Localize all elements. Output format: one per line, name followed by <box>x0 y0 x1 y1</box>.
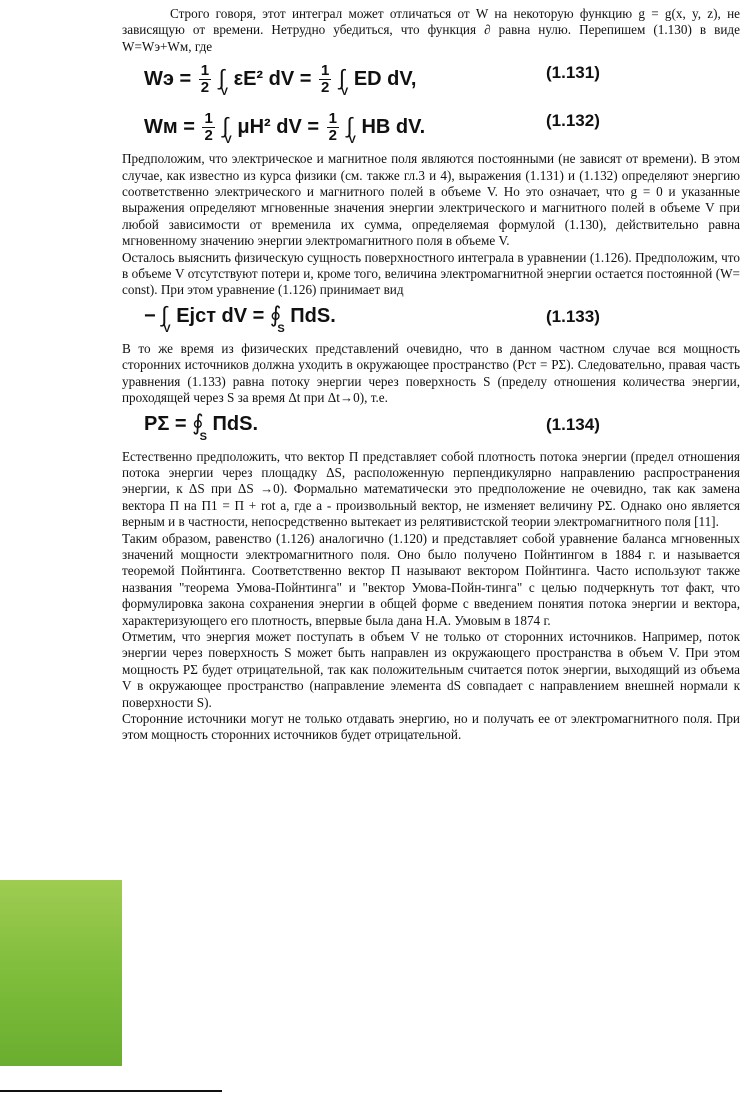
eq132-body-2: HB dV. <box>361 116 426 138</box>
eq131-fraction-2: $\frac{1}{2}$ <box>320 62 330 97</box>
eq132-body-1: μH² dV = <box>237 116 320 138</box>
paragraph-1: Строго говоря, этот интеграл может отличаться от W на некоторую функцию g = g(x, y, z), не зависящую от времени. Нетрудно убедиться, что функция ∂ равна нулю. Перепишем (1.130) в виде W=Wэ+Wм, где <box>122 6 740 54</box>
equation-1-134 <box>122 407 740 449</box>
paragraph-4: В то же время из физических представлений очевидно, что в данном частном случае вся мощность сторонних источников должна уходить в окружающее пространство (Pст = PΣ). Следовательно, правая часть уравнения (1.133) равна потоку энергии через поверхность S (пределу отношения количества энергии, проходящей через S за время Δt при Δt→0), т.е. <box>122 340 740 406</box>
footnote-rule <box>0 1090 222 1092</box>
green-decoration-block <box>0 880 122 1066</box>
eq132-left: Wм = <box>144 116 195 138</box>
eq131-body-1: εE² dV = <box>233 68 312 90</box>
eq131-body-2: ED dV, <box>353 68 417 90</box>
equation-1-131 <box>122 55 740 103</box>
text-column <box>122 6 740 744</box>
equation-1-133-formula: − $\int_V$ Ejст dV = $∮_S$ ПdS. <box>144 301 336 335</box>
equation-1-131-formula: Wэ = $\frac{1}{2}$ $\int_V$ εE² dV = $\frac{1}{2}$ $\int_V$ ED dV, <box>144 62 417 98</box>
eq131-fraction-1: $\frac{1}{2}$ <box>200 62 210 97</box>
eq131-left: Wэ = <box>144 68 192 90</box>
eq133-body-2: ПdS. <box>290 304 336 327</box>
equation-number-1-134: (1.134) <box>546 414 600 434</box>
eq134-left: PΣ = <box>144 412 187 435</box>
paragraph-2: Предположим, что электрическое и магнитное поля являются постоянными (не зависят от времени). В этом случае, как известно из курса физики (см. также гл.3 и 4), выражения (1.131) и (1.132) определяют энергию соответственно электрического и магнитного полей в объеме V. Но это означает, что g = 0 и указанные выражения определяют мгновенные значения энергии электрического и магнитного полей в объеме V при любой зависимости от временила их сумма, определяемая формулой (1.130), действительно равна мгновенному значению энергии электромагнитного поля в объеме V. <box>122 151 740 249</box>
equation-1-134-formula: $P\Sigma = ∮_S$ ПdS. <box>144 409 259 443</box>
equation-number-1-133: (1.133) <box>546 306 600 326</box>
closed-integral-sign: ∮ <box>192 409 204 435</box>
equation-number-1-131: (1.131) <box>546 63 600 83</box>
paragraph-6: Таким образом, равенство (1.126) аналогично (1.120) и представляет собой уравнение баланса мгновенных значений мощности электромагнитного поля. Оно было получено Пойнтингом в 1884 г. и называется теоремой Пойнтинга. Соответственно вектор П называют вектором Пойнтинга. Часто используют также названия "теорема Умова-Пойнтинга" и "вектор Умова-Пойн-тинга" с целью подчеркнуть тот факт, что формулировка закона сохранения энергии в общей форме с введением понятия потока энергии и вектора, характеризующего его плотность, впервые была дана Н.А. Умовым в 1874 г. <box>122 530 740 628</box>
eq132-fraction-2: $\frac{1}{2}$ <box>328 110 337 145</box>
eq132-fraction-1: $\frac{1}{2}$ <box>204 110 213 145</box>
paragraph-8: Сторонние источники могут не только отдавать энергию, но и получать ее от электромагнитного поля. При этом мощность сторонних источников будет отрицательной. <box>122 711 740 743</box>
equation-number-1-132: (1.132) <box>546 111 600 131</box>
integral-sign: ∫ <box>218 65 225 90</box>
integral-sign: ∫ <box>161 301 168 327</box>
closed-integral-sign: ∮ <box>269 301 282 327</box>
eq133-body: Ejст dV = <box>176 304 265 327</box>
paragraph-7: Отметим, что энергия может поступать в объем V не только от сторонних источников. Например, поток энергии через поверхность S может быть направлен из окружающего пространства в объем V. При этом мощность PΣ будет отрицательной, так как положительным считается поток энергии, выходящий из объема V в окружающее пространство (направление элемента dS совпадает с направлением внешней нормали к поверхности S). <box>122 628 740 710</box>
paragraph-3: Осталось выяснить физическую сущность поверхностного интеграла в уравнении (1.126). Предположим, что в объеме V отсутствуют потери и, кроме того, величина электромагнитной энергии остается постоянной (W= const). При этом уравнение (1.126) принимает вид <box>122 249 740 298</box>
minus-sign: − <box>144 304 156 327</box>
equation-1-132-formula: Wм = $\frac{1}{2}$ $\int_V$ μH² dV = $\frac{1}{2}$ $\int_V$ HB dV. <box>144 110 426 146</box>
integral-sign: ∫ <box>222 113 229 138</box>
equation-1-133 <box>122 299 740 341</box>
integral-sign: ∫ <box>338 65 345 90</box>
equation-1-132 <box>122 103 740 151</box>
paragraph-5: Естественно предположить, что вектор П представляет собой плотность потока энергии (предел отношения потока энергии через площадку ΔS, расположенную перпендикулярно направлению распространения энергии, к ΔS при ΔS →0). Формально математически это предположение не очевидно, так как замена вектора П на П1 = П + rot a, где a - произвольный вектор, не изменяет величину PΣ. Однако оно является верным и в частности, непосредственно вытекает из релятивистской теории электромагнитного поля [11]. <box>122 448 740 530</box>
eq134-body: ПdS. <box>212 412 259 435</box>
integral-sign: ∫ <box>346 113 353 138</box>
